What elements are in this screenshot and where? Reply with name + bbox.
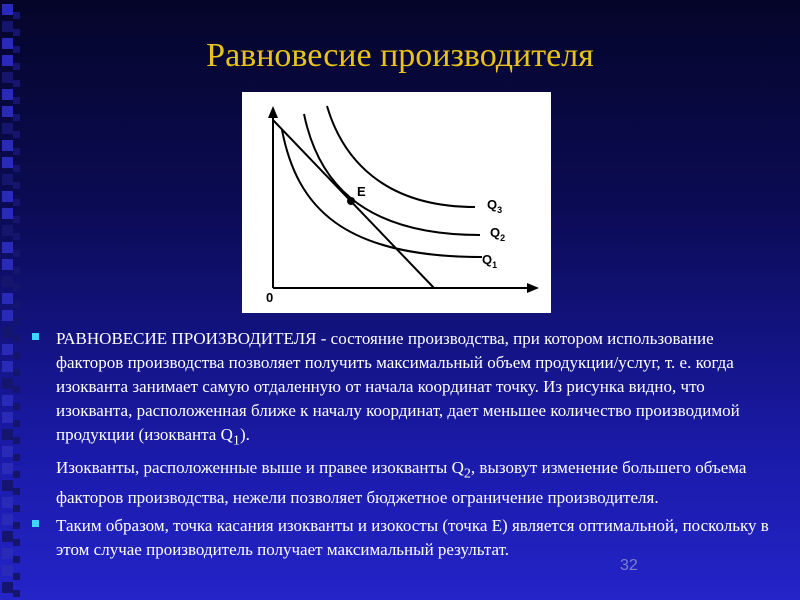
bullet-item-2: [32, 514, 772, 562]
decor-square: [2, 446, 13, 457]
bullet-1-continuation: Изокванты, расположенные выше и правее изокванты $Q_2$, вызовут изменение большего объема факторов производства, нежели позволяет бюджетное ограничение производителя.: [56, 458, 747, 507]
decor-square: [13, 590, 20, 597]
decor-square: [13, 318, 20, 325]
decor-square: [2, 361, 13, 372]
square-bullet-icon: [32, 520, 39, 527]
isoquant-figure: [242, 92, 551, 313]
decor-square: [2, 412, 13, 423]
decor-square: [13, 352, 20, 359]
decor-square: [2, 123, 13, 134]
decor-square: [2, 531, 13, 542]
isoquant-q3: [327, 106, 475, 207]
decor-square: [13, 182, 20, 189]
label-q1: $Q_1$: [482, 252, 498, 270]
decor-square: [2, 4, 13, 15]
decor-square: [13, 267, 20, 274]
decor-square: [13, 539, 20, 546]
decor-square: [2, 514, 13, 525]
decor-square: [2, 259, 13, 270]
isoquant-q1: [282, 130, 482, 257]
decor-square: [2, 378, 13, 389]
decor-square: [2, 191, 13, 202]
decor-square: [13, 165, 20, 172]
decor-square: [13, 522, 20, 529]
decor-square: [13, 335, 20, 342]
bullet-item-1: [32, 327, 772, 510]
label-q2: $Q_2$: [490, 225, 506, 243]
decor-square: [13, 454, 20, 461]
decorative-left-strip: [0, 0, 22, 600]
page-number: 32: [620, 557, 638, 574]
decor-square: [2, 344, 13, 355]
decor-square: [13, 437, 20, 444]
decor-square: [2, 565, 13, 576]
decor-square: [2, 174, 13, 185]
decor-square: [13, 250, 20, 257]
decor-square: [2, 21, 13, 32]
isoquant-q2: [304, 114, 480, 235]
decor-square: [2, 548, 13, 559]
decor-square: [2, 310, 13, 321]
square-bullet-icon: [32, 333, 39, 340]
isoquant-diagram: [242, 92, 551, 313]
decor-square: [2, 293, 13, 304]
y-axis-arrow: [268, 106, 278, 118]
decor-square: [13, 233, 20, 240]
decor-square: [2, 208, 13, 219]
decor-square: [2, 106, 13, 117]
decor-square: [2, 140, 13, 151]
decor-square: [13, 131, 20, 138]
decor-square: [2, 89, 13, 100]
decor-square: [13, 97, 20, 104]
decor-square: [13, 284, 20, 291]
decor-square: [2, 327, 13, 338]
decor-square: [2, 276, 13, 287]
decor-square: [2, 582, 13, 593]
slide-body: [32, 327, 772, 562]
decor-square: [2, 395, 13, 406]
decor-square: [13, 29, 20, 36]
decor-square: [13, 216, 20, 223]
decor-square: [13, 420, 20, 427]
decor-square: [2, 225, 13, 236]
decor-square: [13, 301, 20, 308]
decor-square: [13, 556, 20, 563]
decor-square: [2, 463, 13, 474]
decor-square: [13, 80, 20, 87]
bullet-2-text: Таким образом, точка касания изокванты и изокосты (точка Е) является оптимальной, поскольку в этом случае производитель получает максимальный результат.: [56, 515, 769, 559]
decor-square: [2, 429, 13, 440]
origin-label: 0: [266, 290, 274, 305]
bullet-1-text: РАВНОВЕСИЕ ПРОИЗВОДИТЕЛЯ - состояние производства, при котором использование факторов производства позволяет получить максимальный объем продукции/услуг, т. е. когда изокванта занимает самую отдаленную от начала координат точку. Из рисунка видно, что изокванта, расположенная ближе к началу координат, дает меньшее количество производимой продукции (изокванта $Q_1$).: [56, 329, 740, 449]
decor-square: [13, 403, 20, 410]
decor-square: [13, 369, 20, 376]
label-q3: $Q_3$: [487, 197, 503, 215]
point-e-label: E: [357, 184, 366, 199]
tangency-point-e: [347, 197, 355, 205]
decor-square: [2, 480, 13, 491]
slide-title: Равновесие производителя: [206, 37, 594, 74]
x-axis-arrow: [527, 283, 539, 293]
decor-square: [13, 148, 20, 155]
decor-square: [13, 114, 20, 121]
decor-square: [13, 12, 20, 19]
decor-square: [13, 505, 20, 512]
decor-square: [13, 573, 20, 580]
decor-square: [2, 242, 13, 253]
decor-square: [13, 488, 20, 495]
decor-square: [2, 157, 13, 168]
decor-square: [13, 471, 20, 478]
decor-square: [2, 497, 13, 508]
decor-square: [13, 199, 20, 206]
decor-square: [13, 386, 20, 393]
